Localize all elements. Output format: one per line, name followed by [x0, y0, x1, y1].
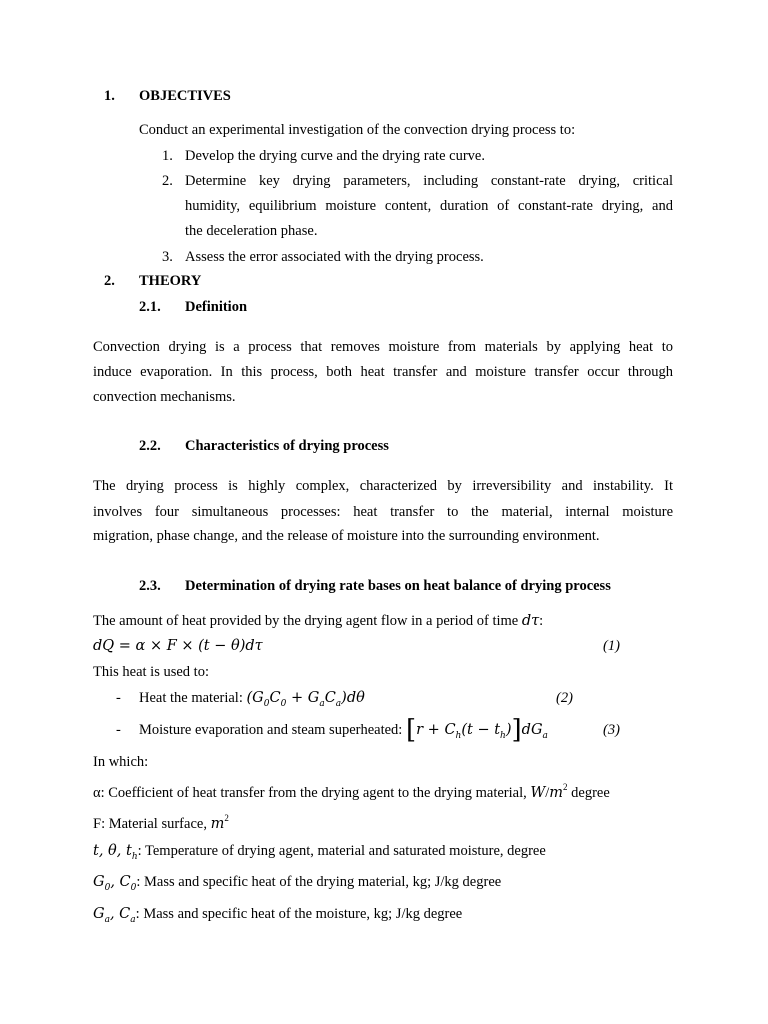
list-item-text: Determine key drying parameters, including constant-rate drying, critical [185, 173, 673, 189]
list-item-text: humidity, equilibrium moisture content, duration of constant-rate drying, and [185, 198, 673, 214]
equation-3-number: (3) [603, 722, 620, 738]
list-item-number: 3. [162, 249, 173, 265]
unit-exponent: 2 [563, 782, 568, 792]
definition-unit: degree [571, 785, 610, 801]
subsection-number: 2.3. [139, 578, 161, 594]
definition-text: F: Material surface, [93, 816, 211, 832]
paragraph-line: migration, phase change, and the release of moisture into the surrounding environment. [93, 528, 600, 544]
unit-slash: / [545, 785, 550, 801]
bullet-text: Moisture evaporation and steam superheated: [139, 722, 406, 738]
definition-alpha [93, 784, 610, 802]
used-to-text: This heat is used to: [93, 664, 209, 680]
definition-text: : Mass and specific heat of the moisture, kg; J/kg degree [135, 906, 463, 922]
subsection-title: Determination of drying rate bases on heat balance of drying process [185, 578, 611, 594]
bullet-moisture-evaporation [139, 715, 548, 745]
subsection-number: 2.2. [139, 438, 161, 454]
section-2-title: THEORY [139, 273, 202, 289]
heat-intro [93, 612, 543, 630]
subsection-title: Definition [185, 299, 248, 315]
paragraph-line: Convection drying is a process that removes moisture from materials by applying heat to [93, 339, 673, 355]
bullet-heat-material [139, 689, 365, 707]
definition-F [93, 815, 229, 833]
heat-intro-colon: : [539, 613, 544, 629]
bullet-text: Heat the material: [139, 690, 247, 706]
paragraph-line: The drying process is highly complex, characterized by irreversibility and instability. It [93, 478, 673, 494]
equation-2-number: (2) [556, 690, 573, 706]
heat-intro-variable: dτ [521, 613, 540, 629]
unit-m2: m [549, 785, 564, 801]
list-item-text: Assess the error associated with the drying process. [185, 249, 484, 265]
paragraph-line: involves four simultaneous processes: heat transfer to the material, internal moisture [93, 504, 673, 520]
definition-text: : Mass and specific heat of the drying material, kg; J/kg degree [136, 874, 502, 890]
symbol-moisture: $G_a$, $C_a$ [93, 906, 136, 925]
unit-m: m [210, 816, 225, 832]
bullet-mark: - [116, 690, 121, 706]
list-item-number: 2. [162, 173, 173, 189]
paragraph-line: induce evaporation. In this process, both heat transfer and moisture transfer occur through [93, 364, 673, 380]
definition-moisture [93, 905, 462, 923]
definition-text: : Temperature of drying agent, material and saturated moisture, degree [137, 843, 546, 859]
subsection-number: 2.1. [139, 299, 161, 315]
list-item-text: Develop the drying curve and the drying rate curve. [185, 148, 485, 164]
paragraph-line: convection mechanisms. [93, 389, 236, 405]
in-which-text: In which: [93, 754, 149, 770]
unit-exponent: 2 [224, 813, 229, 823]
definition-text: α: Coefficient of heat transfer from the drying agent to the drying material, [93, 785, 531, 801]
symbol-temperatures: t, θ, $t_h$ [93, 843, 138, 862]
heat-intro-text: The amount of heat provided by the drying agent flow in a period of time [93, 613, 522, 629]
list-item-number: 1. [162, 148, 173, 164]
symbol-material: $G_0$, $C_0$ [93, 874, 137, 893]
equation-1-number: (1) [603, 638, 620, 654]
equation-1: dQ = α × F × (t − θ)dτ [93, 638, 263, 654]
objectives-intro: Conduct an experimental investigation of the convection drying process to: [139, 122, 576, 138]
equation-3: $[r + C_h(t - t_h)]dG_a$ [405, 715, 548, 745]
list-item-text: the deceleration phase. [185, 223, 318, 239]
section-2-number: 2. [104, 273, 115, 289]
definition-temperatures [93, 842, 546, 860]
bullet-mark: - [116, 722, 121, 738]
unit-w-per-m2: W [530, 785, 546, 801]
equation-2: $(G_0C_0 + G_aC_a)d\theta$ [246, 690, 365, 709]
definition-material [93, 873, 501, 891]
subsection-title: Characteristics of drying process [185, 438, 389, 454]
section-1-number: 1. [104, 88, 115, 104]
section-1-title: OBJECTIVES [139, 88, 231, 104]
